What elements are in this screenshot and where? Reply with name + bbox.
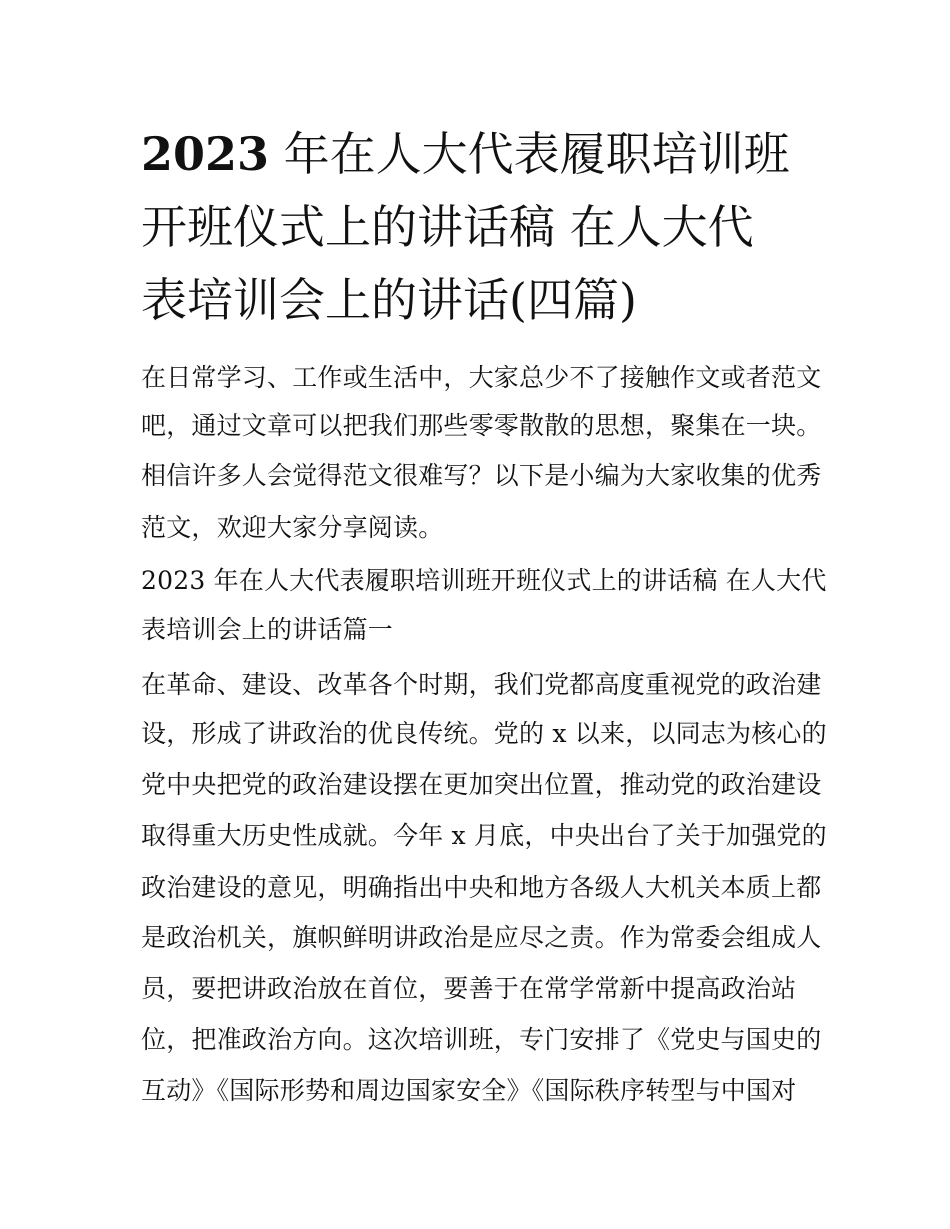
intro-line-2: 吧，通过文章可以把我们那些零零散散的思想，聚集在一块。 <box>141 411 822 440</box>
body-line-5: 政治建设的意见，明确指出中央和地方各级人大机关本质上都 <box>141 873 822 902</box>
title-line-3: 表培训会上的讲话(四篇) <box>141 273 637 327</box>
document-title <box>141 118 821 337</box>
section-heading-line-1: 2023 年在人大代表履职培训班开班仪式上的讲话稿 在人大代 <box>141 566 827 595</box>
body-line-6: 是政治机关，旗帜鲜明讲政治是应尽之责。作为常委会组成人 <box>141 923 822 952</box>
intro-line-4: 范文，欢迎大家分享阅读。 <box>141 513 444 542</box>
section-heading-line-2: 表培训会上的讲话篇一 <box>141 615 394 644</box>
intro-line-1: 在日常学习、工作或生活中，大家总少不了接触作文或者范文 <box>141 363 822 392</box>
title-line-1 <box>141 118 821 191</box>
intro-line-3: 相信许多人会觉得范文很难写？以下是小编为大家收集的优秀 <box>141 461 822 490</box>
title-line-1-text: 年在人大代表履职培训班 <box>269 127 790 181</box>
body-line-1: 在革命、建设、改革各个时期，我们党都高度重视党的政治建 <box>141 670 822 699</box>
body-line-3: 党中央把党的政治建设摆在更加突出位置，推动党的政治建设 <box>141 770 822 799</box>
title-year: 2023 <box>141 127 270 181</box>
title-line-2: 开班仪式上的讲话稿 在人大代 <box>141 200 754 254</box>
body-line-9: 互动》《国际形势和周边国家安全》《国际秩序转型与中国对 <box>141 1076 797 1105</box>
body-line-2: 设，形成了讲政治的优良传统。党的 x 以来，以同志为核心的 <box>141 719 827 748</box>
body-line-4: 取得重大历史性成就。今年 x 月底，中央出台了关于加强党的 <box>141 821 827 850</box>
body-line-8: 位，把准政治方向。这次培训班，专门安排了《党史与国史的 <box>141 1025 822 1054</box>
body-line-7: 员，要把讲政治放在首位，要善于在常学常新中提高政治站 <box>141 974 797 1003</box>
